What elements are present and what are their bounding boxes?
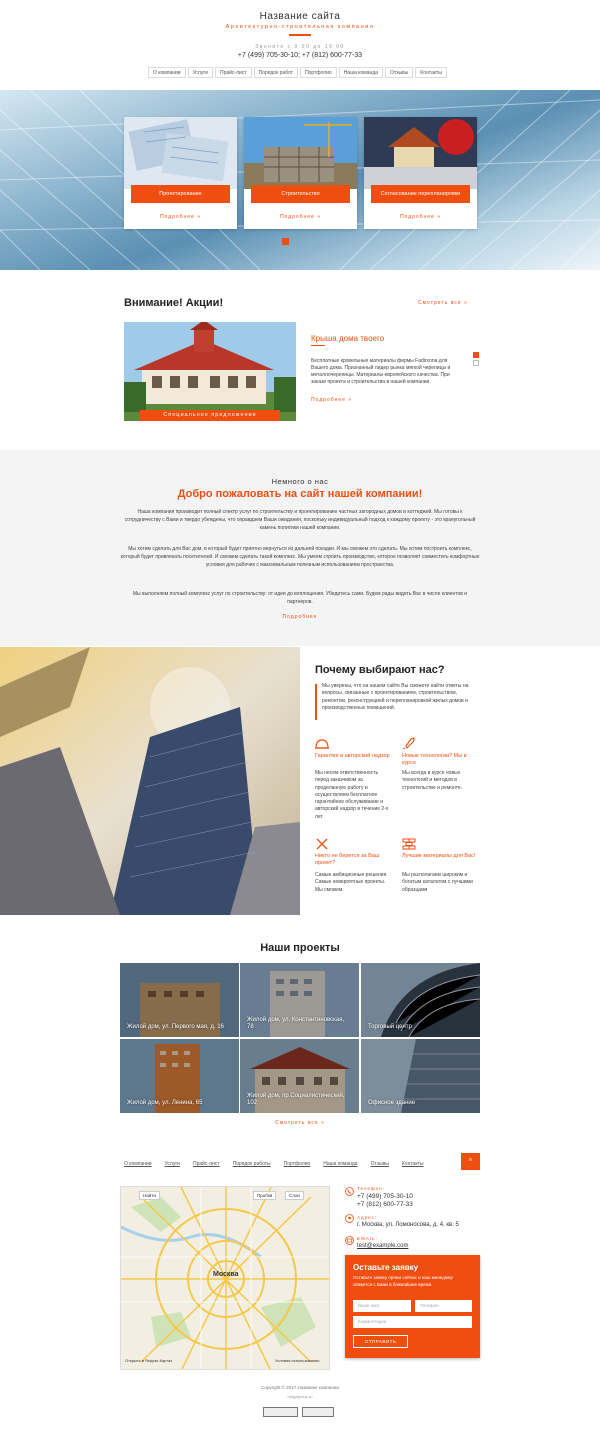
service-card-construction[interactable]	[244, 117, 357, 229]
promo-pager-inactive[interactable]	[473, 360, 479, 366]
nav-services[interactable]: Услуги	[188, 67, 213, 78]
footer-nav-workflow[interactable]: Порядок работы	[232, 1161, 271, 1167]
nav-contacts[interactable]: Контакты	[415, 67, 447, 78]
feature-title-project: Никто не берется за Ваш проект?	[315, 853, 380, 866]
promo-more-link[interactable]: Подробнее »	[311, 397, 353, 403]
feature-title-tech: Новые технологии? Мы в курсе	[402, 753, 467, 766]
promo-title-underline	[311, 345, 325, 346]
copyright: Copyright © 2017 Название компании	[261, 1385, 339, 1390]
nav-prices[interactable]: Прайс-лист	[215, 67, 252, 78]
project-tile[interactable]	[240, 963, 359, 1037]
tools-icon	[315, 838, 329, 850]
comment-input[interactable]: Комментарии	[353, 1316, 472, 1328]
project-label: Офисное здание	[368, 1100, 416, 1106]
map-city-label: Москва	[213, 1271, 239, 1278]
name-input[interactable]: Ваше имя	[353, 1300, 411, 1312]
site-title: Название сайта	[259, 11, 341, 22]
why-us-intro: Мы уверены, что на нашем сайте Вы сможете найти ответы на вопросы, связанные с проектированием, строительством, ремонтом, реконструкцией и перепланировкой жилых домов и производственных помещений.	[322, 683, 469, 712]
feature-text-materials: Мы располагаем широким и богатым каталогом с лучшими образцами	[402, 872, 473, 893]
form-title: Оставьте заявку	[353, 1263, 419, 1272]
service-card-approval[interactable]	[364, 117, 477, 229]
email-link[interactable]: test@example.com	[357, 1243, 409, 1249]
developer-link[interactable]: megagroup.ru	[287, 1394, 313, 1399]
feature-text-tech: Мы всегда в курсе новых технологий и методов в строительстве и ремонте.	[402, 770, 463, 791]
footer-nav-contacts[interactable]: Контакты	[401, 1161, 424, 1167]
top-nav	[148, 67, 449, 78]
slider-dot-active[interactable]	[282, 238, 289, 245]
footer-nav-about[interactable]: О компании	[124, 1161, 152, 1167]
phone-input[interactable]: Телефон	[415, 1300, 472, 1312]
about-paragraph-2: Мы хотим сделать для Вас дом, в который будет приятно вернуться из дальней поездки. И мы сможем это сделать. Мы хотим построить комплекс, который будет привлекать посетителей. И сможем сделать такой комплекс. Мы умеем строить производство, которое позволяет совместить комфортные условия для рабочих с максимальным полезным использованием пространства.	[120, 546, 480, 568]
promo-title[interactable]: Крыша дома твоего	[311, 334, 385, 343]
nav-portfolio[interactable]: Портфолио	[300, 67, 337, 78]
project-tile[interactable]	[240, 1039, 359, 1113]
nav-workflow[interactable]: Порядок работ	[254, 67, 298, 78]
why-us-accent-bar	[315, 684, 317, 720]
promo-heading: Внимание! Акции!	[124, 297, 224, 309]
service-card-design[interactable]	[124, 117, 237, 229]
footer-nav-services[interactable]: Услуги	[164, 1161, 180, 1167]
footer-nav-prices[interactable]: Прайс-лист	[192, 1161, 220, 1167]
map-layers-button[interactable]: Слои	[285, 1191, 304, 1200]
project-label: Жилой дом, ул. Первого мая, д. 16	[127, 1024, 224, 1030]
counter-badge-1[interactable]	[263, 1407, 298, 1417]
service-approval-button[interactable]: Согласование перепланировки	[371, 185, 470, 203]
project-label: Жилой дом, ул. Константиновская, 78	[247, 1017, 345, 1030]
counter-badge-2[interactable]	[302, 1407, 334, 1417]
map-terms-link[interactable]: Условия использования	[275, 1358, 320, 1363]
why-us-title: Почему выбирают нас?	[315, 664, 445, 676]
request-form	[345, 1255, 480, 1358]
map-find-button[interactable]: Найти	[139, 1191, 160, 1200]
call-hours: Звоните с 9:00 до 19:00	[255, 44, 345, 50]
phone-label: Телефон:	[357, 1186, 385, 1191]
mail-icon	[345, 1236, 354, 1245]
address-label: Адрес:	[357, 1215, 378, 1220]
phone-2[interactable]: +7 (812) 600-77-33	[357, 1201, 413, 1208]
phone-icon	[345, 1187, 354, 1196]
tagline-divider	[289, 34, 311, 36]
project-tile[interactable]	[120, 963, 239, 1037]
feature-text-project: Самые амбициозные решения. Самые невероятные проекты. Мы сможем.	[315, 872, 388, 893]
feature-text-guarantee: Мы несем ответственность перед заказчиком за проделанную работу и осуществляем бесплатное гарантийное обслуживание и авторский надзор в течение 2-х лет.	[315, 770, 389, 820]
footer-nav	[124, 1161, 437, 1167]
site-tagline: Архитектурно-строительная компания	[225, 24, 375, 30]
address-value: г. Москва, ул. Ломоносова, д. 4, кв. 5	[357, 1222, 459, 1228]
promo-house-image	[124, 322, 296, 421]
email-label: EMAIL:	[357, 1236, 378, 1241]
about-more-link[interactable]: Подробнее	[282, 614, 318, 620]
rocket-icon	[402, 737, 416, 749]
construction-site-image	[244, 117, 357, 189]
project-tile[interactable]	[361, 1039, 480, 1113]
service-construction-button[interactable]: Строительство	[251, 185, 350, 203]
header-phones: +7 (499) 705-30-10; +7 (812) 600-77-33	[237, 52, 363, 59]
feature-title-materials: Лучшие материалы для Вас!	[402, 853, 476, 859]
special-offer-badge: Специальное предложение	[140, 410, 280, 421]
service-design-more[interactable]: Подробнее »	[159, 214, 202, 220]
service-construction-more[interactable]: Подробнее »	[279, 214, 322, 220]
project-label: Жилой дом, ул. Ленина, 65	[127, 1100, 203, 1106]
send-button[interactable]: ОТПРАВИТЬ	[353, 1335, 408, 1348]
skyscrapers-image	[0, 647, 300, 915]
projects-see-all-link[interactable]: Смотреть все »	[275, 1120, 325, 1126]
service-approval-more[interactable]: Подробнее »	[399, 214, 442, 220]
feature-title-guarantee: Гарантия и авторский надзор	[315, 753, 390, 759]
promo-pager-active[interactable]	[473, 352, 479, 358]
about-paragraph-1: Наша компания производит полный спектр услуг по строительству и проектированию частных загородных домов и коттеджей. Мы готовы к сотрудничеству с Вами и твердо убеждены, что оправдаем Ваши ожидания, поскольку индивидуальный подход к каждому проекту - это краеугольный камень политики нашей компании.	[124, 509, 476, 531]
footer-nav-portfolio[interactable]: Портфолио	[283, 1161, 311, 1167]
footer-nav-reviews[interactable]: Отзывы	[370, 1161, 389, 1167]
promo-text: Бесплатные кровельные материалы фирмы Fadirxona для Вашего дома. Признанный лидер рынка мягкой черепицы и металлочерепицы. Материалы европейского качества. При заказе проекта и строительства в нашей компании.	[311, 358, 451, 385]
form-description: Оставьте заявку прямо сейчас и наш менеджер свяжется с Вами в ближайшее время.	[353, 1275, 453, 1287]
open-in-yandex-link[interactable]: Открыть в Яндекс.Картах	[125, 1358, 173, 1363]
project-tile[interactable]	[120, 1039, 239, 1113]
house-model-image	[364, 117, 477, 189]
service-design-button[interactable]: Проектирование	[131, 185, 230, 203]
hero-banner	[0, 90, 600, 270]
about-title: Добро пожаловать на сайт нашей компании!	[177, 488, 423, 500]
project-tile[interactable]	[361, 963, 480, 1037]
projects-heading: Наши проекты	[260, 942, 340, 954]
nav-about[interactable]: О компании	[148, 67, 186, 78]
yandex-map[interactable]	[120, 1186, 330, 1370]
map-canvas	[121, 1187, 330, 1370]
nav-reviews[interactable]: Отзывы	[385, 67, 413, 78]
bricks-icon	[402, 838, 416, 850]
nav-team[interactable]: Наша команда	[339, 67, 383, 78]
footer-nav-team[interactable]: Наша команда	[323, 1161, 358, 1167]
about-subtitle: Немного о нас	[271, 477, 329, 486]
promo-see-all-link[interactable]: Смотреть все »	[418, 300, 468, 306]
blueprints-image	[124, 117, 237, 189]
about-paragraph-3: Мы выполняем полный комплекс услуг по строительству: от идеи до воплощения. Убедитесь сами. Будем рады видеть Вас в числе клиентов и партнеров.	[132, 591, 468, 605]
project-label: Торговый центр	[368, 1024, 412, 1030]
scroll-up-button[interactable]: ^	[461, 1153, 480, 1170]
project-label: Жилой дом, пр.Социалистический, 102	[247, 1093, 345, 1106]
location-pin-icon	[345, 1214, 354, 1223]
phone-1[interactable]: +7 (499) 705-30-10	[357, 1193, 413, 1200]
helmet-icon	[315, 738, 329, 750]
map-traffic-button[interactable]: Пробки	[253, 1191, 276, 1200]
